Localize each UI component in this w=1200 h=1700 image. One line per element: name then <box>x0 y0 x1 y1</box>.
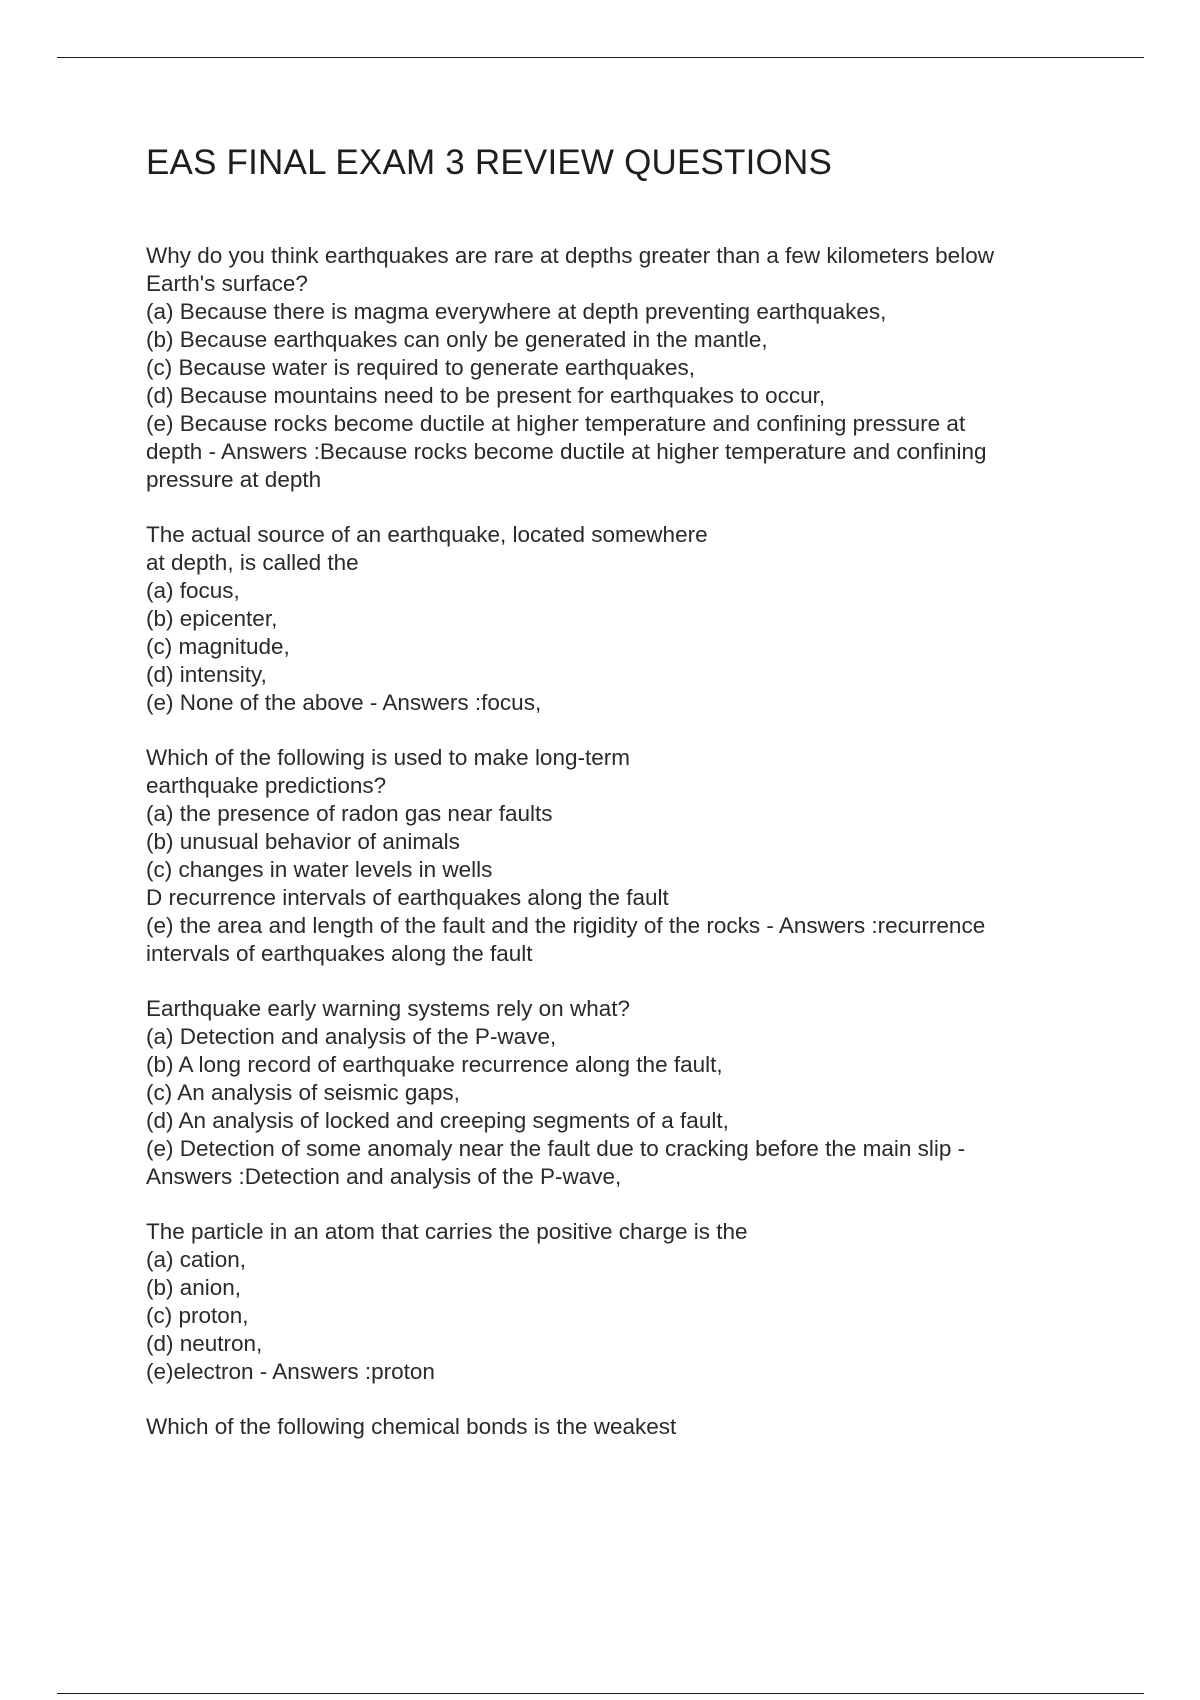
answer-option: (b) A long record of earthquake recurrence along the fault, <box>146 1052 723 1077</box>
answer-option: D recurrence intervals of earthquakes along the fault <box>146 885 669 910</box>
question-block <box>146 995 1076 1191</box>
question-text: Why do you think earthquakes are rare at depths greater than a few kilometers below <box>146 243 994 268</box>
question-text: Earth's surface? <box>146 271 308 296</box>
page-title: EAS FINAL EXAM 3 REVIEW QUESTIONS <box>146 143 833 182</box>
answer-option: (c) changes in water levels in wells <box>146 857 493 882</box>
question-gap <box>146 1386 1076 1413</box>
answer-option: (d) An analysis of locked and creeping segments of a fault, <box>146 1108 729 1133</box>
question-text: The particle in an atom that carries the positive charge is the <box>146 1219 748 1244</box>
answer-option: (c) magnitude, <box>146 634 290 659</box>
answer-option: (a) Because there is magma everywhere at depth preventing earthquakes, <box>146 299 887 324</box>
question-gap <box>146 494 1076 521</box>
answer-option: (c) Because water is required to generate earthquakes, <box>146 355 696 380</box>
question-text: earthquake predictions? <box>146 773 387 798</box>
answer-option: (a) cation, <box>146 1247 247 1272</box>
answer-option: (e) Because rocks become ductile at higher temperature and confining pressure at <box>146 411 966 436</box>
answer-option: (d) neutron, <box>146 1331 263 1356</box>
answer-text: (e) None of the above - Answers :focus, <box>146 690 542 715</box>
answer-option: (c) proton, <box>146 1303 249 1328</box>
question-gap <box>146 717 1076 744</box>
question-gap <box>146 1191 1076 1218</box>
answer-option: (c) An analysis of seismic gaps, <box>146 1080 460 1105</box>
question-block <box>146 521 1076 717</box>
answer-option: (b) anion, <box>146 1275 242 1300</box>
answer-option: (d) intensity, <box>146 662 267 687</box>
answer-text: (e) the area and length of the fault and the rigidity of the rocks - Answers :recurrence <box>146 913 986 938</box>
answer-option: (b) unusual behavior of animals <box>146 829 460 854</box>
question-gap <box>146 968 1076 995</box>
answer-text: pressure at depth <box>146 467 322 492</box>
answer-option: (a) the presence of radon gas near faults <box>146 801 553 826</box>
answer-option: (d) Because mountains need to be present for earthquakes to occur, <box>146 383 826 408</box>
answer-option: (a) focus, <box>146 578 240 603</box>
answer-option: (a) Detection and analysis of the P-wave, <box>146 1024 557 1049</box>
top-rule <box>57 57 1144 58</box>
question-block <box>146 242 1076 494</box>
answer-text: intervals of earthquakes along the fault <box>146 941 533 966</box>
question-text: at depth, is called the <box>146 550 359 575</box>
answer-option: (b) epicenter, <box>146 606 278 631</box>
question-block <box>146 1413 1076 1441</box>
question-block <box>146 744 1076 968</box>
question-text: Earthquake early warning systems rely on what? <box>146 996 630 1021</box>
answer-text: depth - Answers :Because rocks become ductile at higher temperature and confining <box>146 439 987 464</box>
answer-option: (b) Because earthquakes can only be generated in the mantle, <box>146 327 768 352</box>
question-block <box>146 1218 1076 1386</box>
questions-container <box>146 242 1076 1441</box>
answer-text: Answers :Detection and analysis of the P-wave, <box>146 1164 622 1189</box>
answer-text: (e)electron - Answers :proton <box>146 1359 435 1384</box>
answer-option: (e) Detection of some anomaly near the fault due to cracking before the main slip - <box>146 1136 966 1161</box>
question-text: Which of the following chemical bonds is the weakest <box>146 1414 677 1439</box>
bottom-rule <box>57 1693 1144 1694</box>
question-text: Which of the following is used to make long-term <box>146 745 630 770</box>
question-text: The actual source of an earthquake, located somewhere <box>146 522 708 547</box>
